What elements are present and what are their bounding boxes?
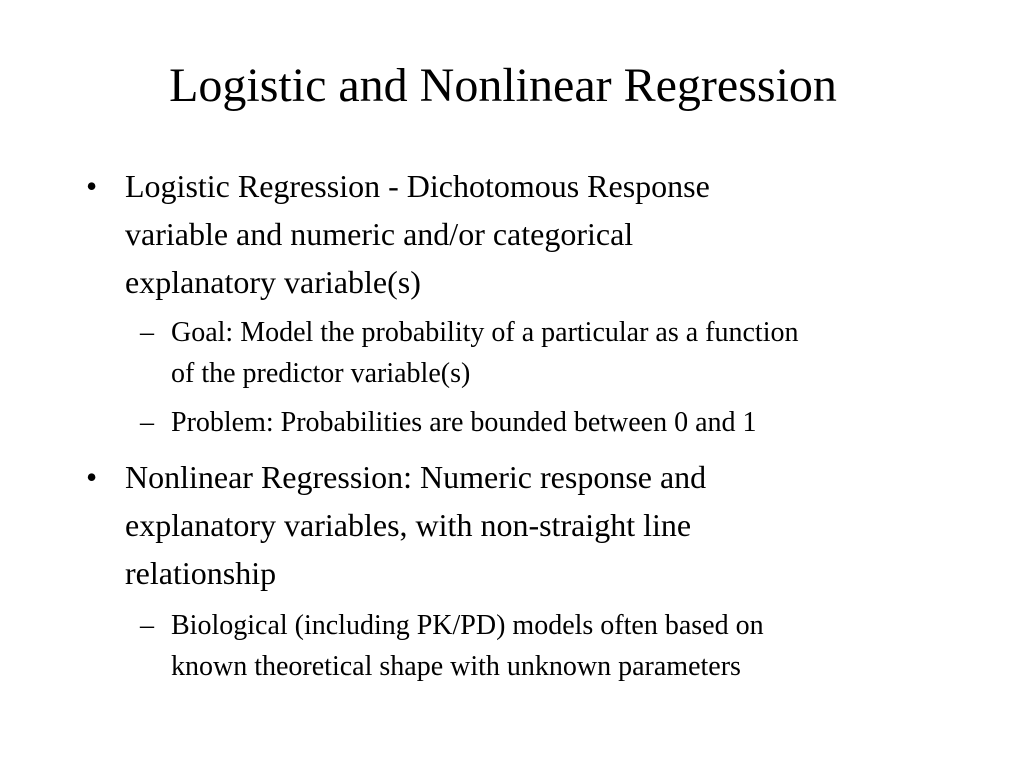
subbullet-text [171,605,764,687]
bullet-line: Nonlinear Regression: Numeric response and [125,459,707,495]
bullet-line: of the predictor variable(s) [171,358,471,389]
subbullet-text [171,312,798,394]
bullet-line: explanatory variables, with non-straight line [125,507,692,543]
bullet-text [125,162,710,306]
dash-bullet-icon: – [140,407,154,438]
bullet-dot-icon: • [86,168,98,204]
subbullet-text [171,402,757,443]
bullet-line: Goal: Model the probability of a particular as a function [171,317,799,348]
bullet-dot-icon: • [86,459,98,495]
dash-bullet-icon: – [140,317,154,348]
bullet-line: explanatory variable(s) [125,264,421,300]
bullet-line: known theoretical shape with unknown parameters [171,651,741,682]
bullet-text [125,453,706,597]
bullet-line: relationship [125,555,277,591]
bullet-line: Problem: Probabilities are bounded between 0 and 1 [171,407,757,438]
dash-bullet-icon: – [140,610,154,641]
bullet-line: Biological (including PK/PD) models often based on [171,610,764,641]
bullet-line: variable and numeric and/or categorical [125,216,634,252]
slide-title: Logistic and Nonlinear Regression [169,59,837,112]
bullet-line: Logistic Regression - Dichotomous Response [125,168,710,204]
